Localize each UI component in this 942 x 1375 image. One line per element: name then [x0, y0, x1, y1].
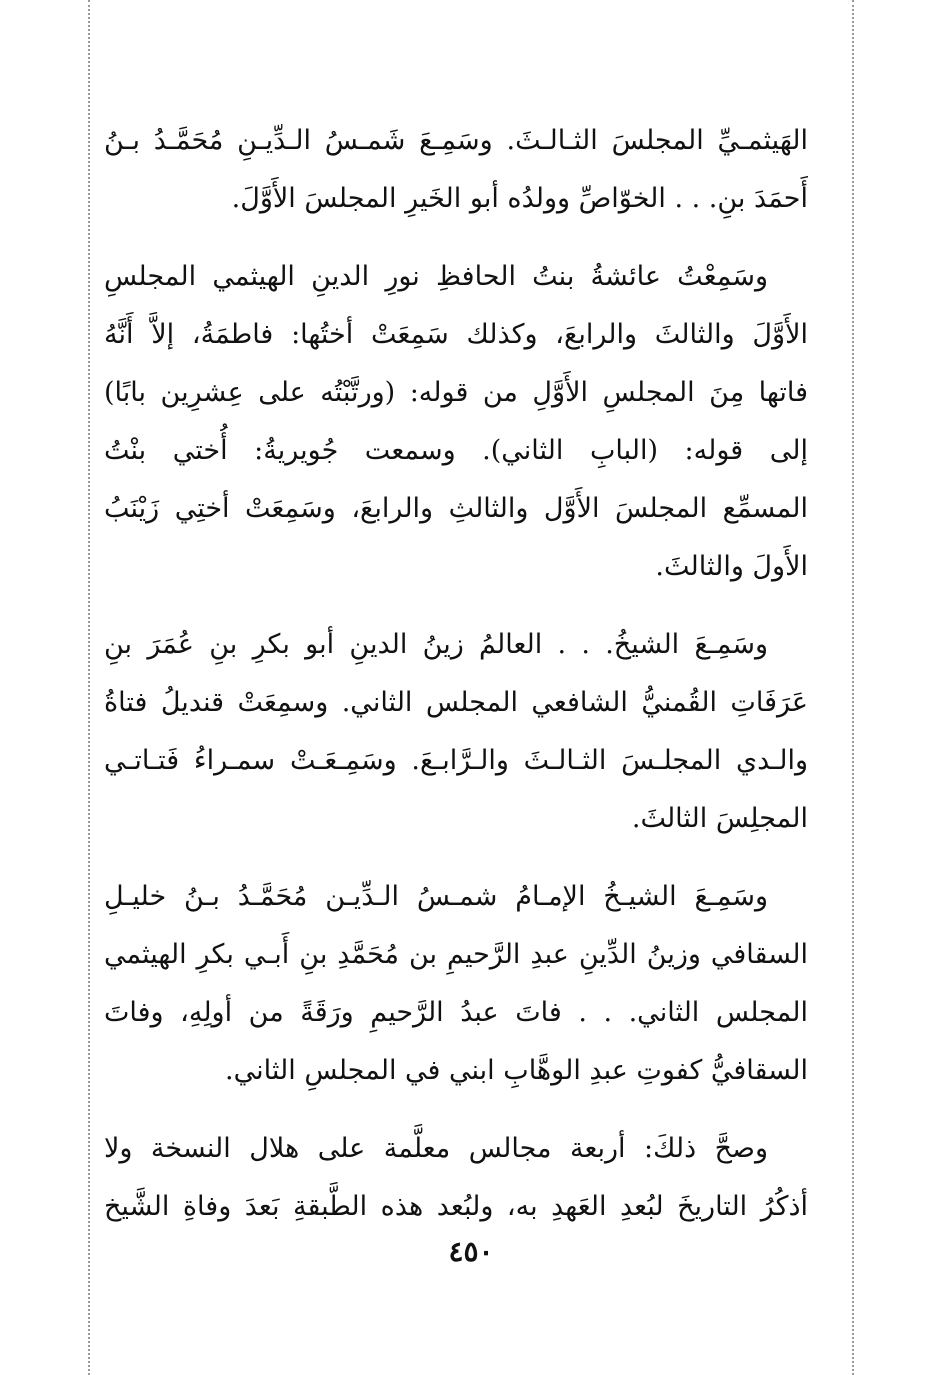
text-line: أذكُرُ التاريخَ لبُعدِ العَهدِ به، ولبُعد هذه الطَّبقةِ بَعدَ وفاةِ الشَّيخ: [104, 1191, 808, 1222]
paragraph-spacer: [104, 1100, 808, 1120]
paragraph-spacer: [104, 596, 808, 616]
page-number: ٤٥٠: [448, 1235, 494, 1268]
text-line: المسمِّع المجلسَ الأَوَّل والثالثِ والرابعَ، وسَمِعَتْ أختِي زَيْنَبُ: [104, 493, 808, 524]
text-line: فاتها مِنَ المجلسِ الأَوَّلِ من قوله: (ورتَّبْتُه على عِشرِين بابًا): [104, 377, 808, 408]
paragraph-2: [104, 248, 808, 596]
text-line: عَرَفَاتِ القُمنيُّ الشافعي المجلس الثاني. وسمِعَتْ قنديلُ فتاةُ: [104, 687, 808, 718]
paragraph-4: [104, 868, 808, 1100]
paragraph-spacer: [104, 848, 808, 868]
page-body-text: [104, 112, 808, 1236]
paragraph-1: [104, 112, 808, 228]
left-crop-line: [88, 0, 90, 1375]
text-line: وسَمِـعَ الشيـخُ الإمـامُ شمـسُ الـدِّيـن مُحَمَّـدُ بـنُ خليـلِ: [104, 881, 768, 912]
text-line: المجلس الثاني. . . فاتَ عبدُ الرَّحيمِ ورَقَةً من أولِهِ، وفاتَ: [104, 997, 808, 1028]
text-line: إلى قوله: (البابِ الثاني). وسمعت جُويريةُ: أُختي بنْتُ: [104, 435, 808, 466]
text-line: الأَوَّلَ والثالثَ والرابعَ، وكذلك سَمِعَتْ أختُها: فاطمَةُ، إلاَّ أَنَّهُ: [104, 319, 808, 350]
text-line: وسَمِـعَ الشيخُ. . . العالمُ زينُ الدينِ أبو بكرِ بنِ عُمَرَ بنِ: [104, 629, 768, 660]
text-line: وسَمِعْتُ عائشةُ بنتُ الحافظِ نورِ الدينِ الهيثمي المجلسِ: [104, 261, 768, 292]
text-line: السقافي وزينُ الدِّينِ عبدِ الرَّحيمِ بن مُحَمَّدِ بنِ أَبـي بكرِ الهيثمي: [104, 939, 808, 970]
paragraph-5: [104, 1120, 808, 1236]
text-line: والـدي المجلـسَ الثـالـثَ والـرَّابـعَ. وسَمِـعَـتْ سمـراءُ فَتـاتـي: [104, 745, 808, 776]
text-line: أَحمَدَ بنِ. . . الخوّاصِّ وولدُه أبو الخَيرِ المجلسَ الأَوَّلَ.: [231, 183, 808, 214]
right-crop-line: [852, 0, 854, 1375]
paragraph-3: [104, 616, 808, 848]
text-line: السقافيُّ كفوتِ عبدِ الوهَّابِ ابني في المجلسِ الثاني.: [225, 1055, 808, 1086]
paragraph-spacer: [104, 228, 808, 248]
text-line: المجلِسَ الثالثَ.: [631, 803, 808, 834]
text-line: الهَيثمـيِّ المجلسَ الثـالـثَ. وسَمِـعَ شَمـسُ الـدِّيـنِ مُحَمَّـدُ بـنُ: [104, 125, 808, 156]
text-line: الأَولَ والثالثَ.: [655, 551, 808, 582]
text-line: وصحَّ ذلكَ: أربعة مجالس معلَّمة على هلال النسخة ولا: [104, 1133, 768, 1164]
